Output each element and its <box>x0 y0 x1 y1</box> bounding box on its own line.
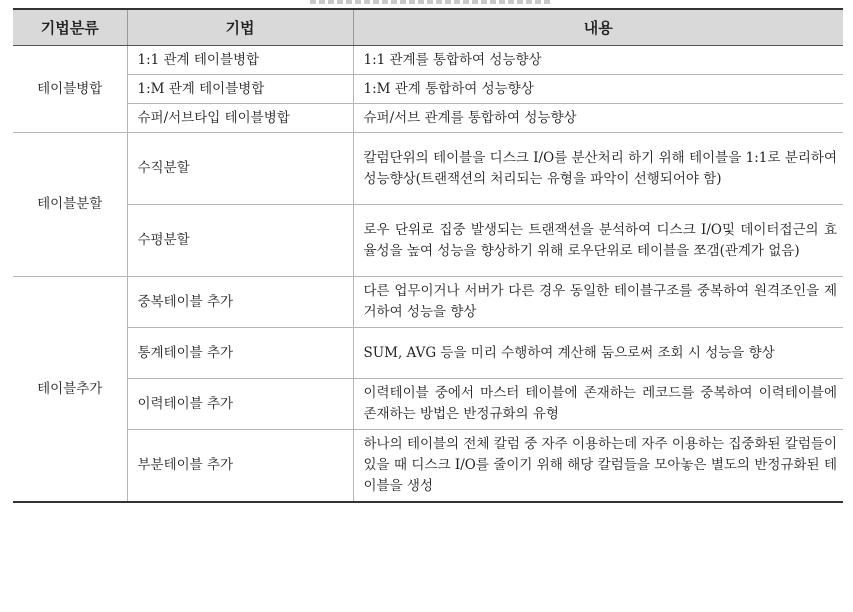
header-technique: 기법 <box>127 9 353 46</box>
technique-cell: 슈퍼/서브타입 테이블병합 <box>127 104 353 133</box>
category-cell: 테이블분할 <box>13 133 127 277</box>
content-cell: 로우 단위로 집중 발생되는 트랜잭션을 분석하여 디스크 I/O및 데이터접근의 효율성을 높여 성능을 향상하기 위해 로우단위로 테이블을 쪼갬(관계가 없음) <box>353 205 843 277</box>
cropped-caption-fragment <box>310 0 550 4</box>
content-cell: SUM, AVG 등을 미리 수행하여 계산해 둠으로써 조회 시 성능을 향상 <box>353 328 843 379</box>
content-cell: 칼럼단위의 테이블을 디스크 I/O를 분산처리 하기 위해 테이블을 1:1로 분리하여 성능향상(트랜잭션의 처리되는 유형을 파악이 선행되어야 함) <box>353 133 843 205</box>
cropped-caption-strip <box>0 0 853 8</box>
technique-cell: 수평분할 <box>127 205 353 277</box>
technique-cell: 수직분할 <box>127 133 353 205</box>
table-row <box>13 133 843 205</box>
content-cell: 슈퍼/서브 관계를 통합하여 성능향상 <box>353 104 843 133</box>
category-cell: 테이블병합 <box>13 46 127 133</box>
content-cell: 다른 업무이거나 서버가 다른 경우 동일한 테이블구조를 중복하여 원격조인을 제거하여 성능을 향상 <box>353 277 843 328</box>
denormalization-techniques-table <box>13 8 843 503</box>
table-row <box>13 328 843 379</box>
header-content: 내용 <box>353 9 843 46</box>
technique-cell: 이력테이블 추가 <box>127 379 353 430</box>
content-cell: 1:M 관계 통합하여 성능향상 <box>353 75 843 104</box>
category-cell: 테이블추가 <box>13 277 127 503</box>
table-row <box>13 379 843 430</box>
header-row <box>13 9 843 46</box>
table-row <box>13 104 843 133</box>
table-row <box>13 430 843 503</box>
technique-cell: 부분테이블 추가 <box>127 430 353 503</box>
content-cell: 1:1 관계를 통합하여 성능향상 <box>353 46 843 75</box>
table-row <box>13 205 843 277</box>
technique-cell: 1:M 관계 테이블병합 <box>127 75 353 104</box>
table-row <box>13 46 843 75</box>
technique-cell: 중복테이블 추가 <box>127 277 353 328</box>
technique-cell: 1:1 관계 테이블병합 <box>127 46 353 75</box>
header-category: 기법분류 <box>13 9 127 46</box>
table-row <box>13 75 843 104</box>
content-cell: 이력테이블 중에서 마스터 테이블에 존재하는 레코드를 중복하여 이력테이블에 존재하는 방법은 반정규화의 유형 <box>353 379 843 430</box>
content-cell: 하나의 테이블의 전체 칼럼 중 자주 이용하는데 자주 이용하는 집중화된 칼럼들이 있을 때 디스크 I/O를 줄이기 위해 해당 칼럼들을 모아놓은 별도의 반정규화된 테이블을 생성 <box>353 430 843 503</box>
technique-cell: 통계테이블 추가 <box>127 328 353 379</box>
table-row <box>13 277 843 328</box>
